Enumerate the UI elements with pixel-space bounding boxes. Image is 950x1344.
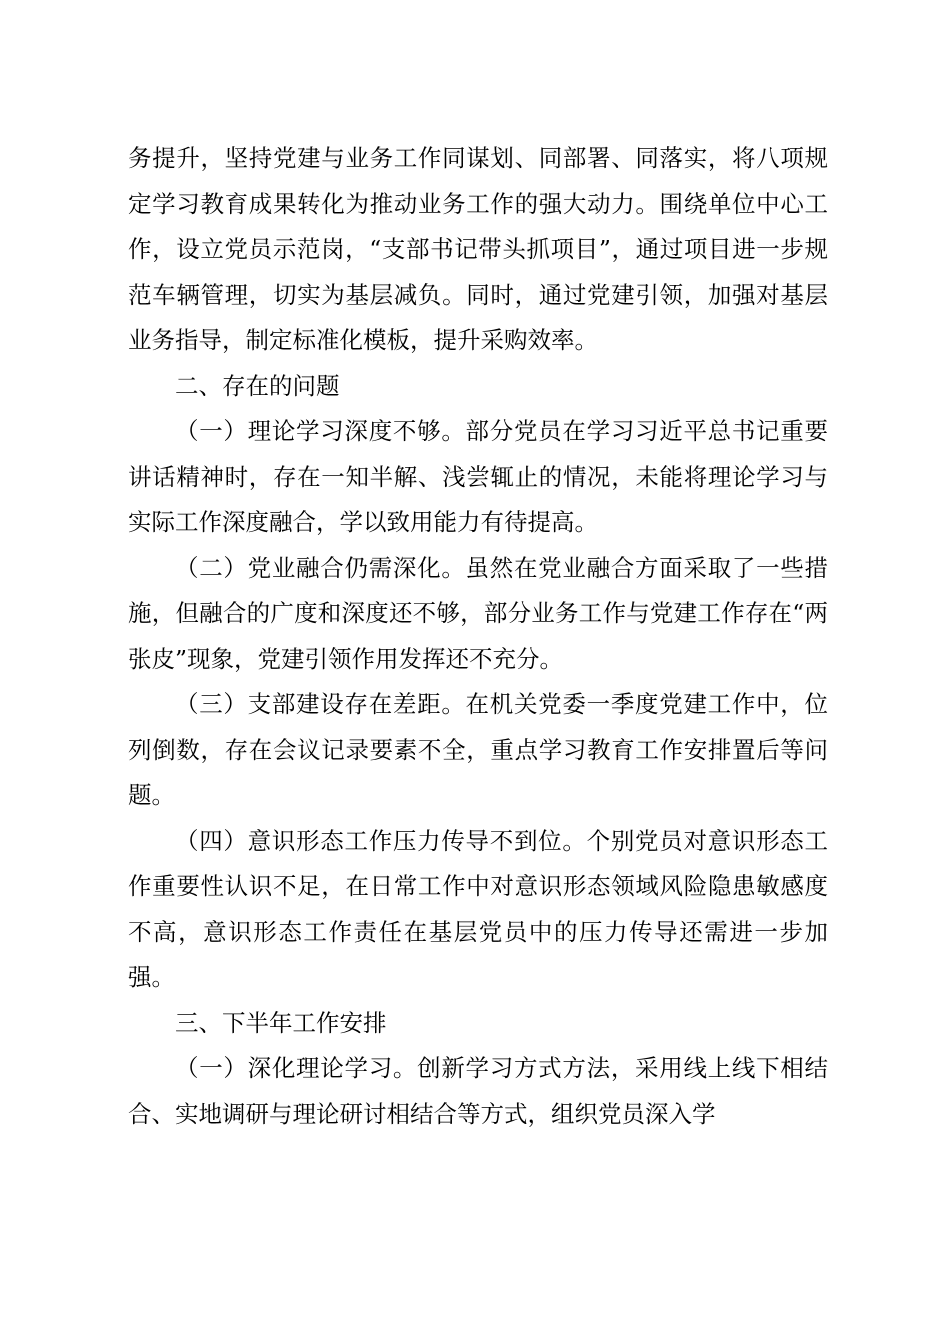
- paragraph-continued: 务提升，坚持党建与业务工作同谋划、同部署、同落实，将八项规定学习教育成果转化为推动业务工作的强大动力。围绕单位中心工作，设立党员示范岗，“支部书记带头抓项目”，通过项目进一步规范车辆管理，切实为基层减负。同时，通过党建引领，加强对基层业务指导，制定标准化模板，提升采购效率。: [128, 144, 828, 354]
- paragraph-problem-4: [128, 819, 828, 1001]
- plan-1-lead: （一）深化理论学习。: [175, 1054, 418, 1082]
- plan-1-body: 创新学习方式方法，采用线上线下相结合、实地调研与理论研讨相结合等方式，组织党员深入学: [128, 1054, 829, 1128]
- problem-2-lead: （二）党业融合仍需深化。: [175, 553, 466, 582]
- section-heading-problems: 二、存在的问题: [175, 371, 340, 400]
- paragraph-problem-3: [128, 682, 828, 819]
- paragraph-plan-1: [128, 1046, 828, 1137]
- problem-3-lead: （三）支部建设存在差距。: [175, 690, 466, 718]
- document-body: [128, 136, 828, 1137]
- problem-1-lead: （一）理论学习深度不够。: [175, 417, 466, 445]
- paragraph-problem-2: [128, 546, 828, 683]
- problem-4-body: 个别党员对意识形态工作重要性认识不足，在日常工作中对意识形态领域风险隐患敏感度不高，意识形态工作责任在基层党员中的压力传导还需进一步加强。: [128, 826, 829, 991]
- section-heading-plan: 三、下半年工作安排: [175, 1008, 387, 1037]
- paragraph-problem-1: [128, 409, 828, 546]
- problem-1-body: 部分党员在学习习近平总书记重要讲话精神时，存在一知半解、浅尝辄止的情况，未能将理论学习与实际工作深度融合，学以致用能力有待提高。: [128, 417, 829, 536]
- problem-2-body: 虽然在党业融合方面采取了一些措施，但融合的广度和深度还不够，部分业务工作与党建工作存在“两张皮”现象，党建引领作用发挥还不充分。: [128, 553, 829, 673]
- problem-4-lead: （四）意识形态工作压力传导不到位。: [175, 826, 587, 855]
- problem-3-body: 在机关党委一季度党建工作中，位列倒数，存在会议记录要素不全，重点学习教育工作安排置后等问题。: [128, 690, 829, 809]
